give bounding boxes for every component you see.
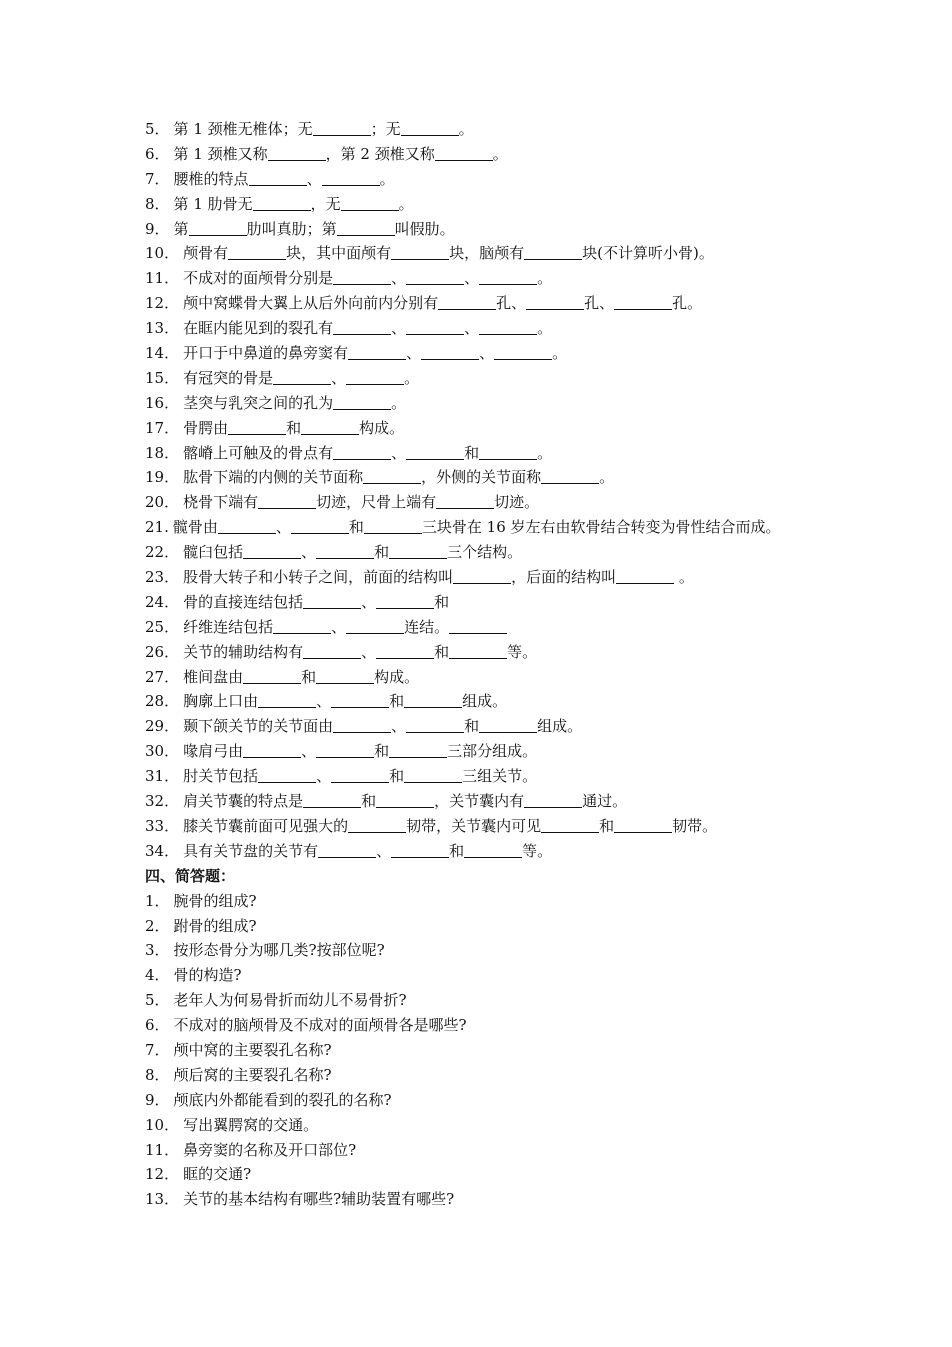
short-answer-question: 3． 按形态骨分为哪几类?按部位呢? [145,941,385,960]
fill-question: 19． 肱骨下端的内侧的关节面称 ，外侧的关节面称 。 [145,468,615,487]
answer-blank[interactable] [189,220,247,236]
fill-question: 6． 第 1 颈椎又称 ，第 2 颈椎又称 。 [145,144,508,163]
fill-question: 31． 肘关节包括 、 和 三组关节。 [145,767,538,786]
fill-question: 21. 髋骨由 、 和 三块骨在 16 岁左右由软骨结合转变为骨性结合而成。 [145,518,781,537]
answer-blank[interactable] [258,767,316,783]
fill-question: 9． 第 肋叫真肋；第 叫假肋。 [145,219,455,238]
fill-question: 24． 骨的直接连结包括 、 和 [145,592,450,611]
short-answer-question: 7． 颅中窝的主要裂孔名称? [145,1040,332,1059]
short-answer-question: 12． 眶的交通? [145,1165,252,1184]
answer-blank[interactable] [333,394,391,410]
answer-blank[interactable] [494,344,552,360]
answer-blank[interactable] [258,692,316,708]
answer-blank[interactable] [218,518,276,534]
answer-blank[interactable] [249,170,307,186]
short-answer-question: 2． 跗骨的组成? [145,916,257,935]
fill-question: 15． 有冠突的骨是 、 。 [145,368,420,387]
answer-blank[interactable] [348,817,406,833]
fill-question: 29． 颞下颌关节的关节面由 、 和 组成。 [145,717,583,736]
answer-blank[interactable] [541,817,599,833]
answer-blank[interactable] [301,419,359,435]
answer-blank[interactable] [363,468,421,484]
fill-question: 14． 开口于中鼻道的鼻旁窦有 、 、 。 [145,344,568,363]
answer-blank[interactable] [406,319,464,335]
answer-blank[interactable] [316,742,374,758]
short-answer-question: 6． 不成对的脑颅骨及不成对的面颅骨各是哪些? [145,1016,467,1035]
answer-blank[interactable] [479,319,537,335]
answer-blank[interactable] [526,294,584,310]
answer-blank[interactable] [616,568,674,584]
fill-question: 25． 纤维连结包括 、 连结。 [145,615,905,640]
answer-blank[interactable] [479,269,537,285]
fill-question: 17． 骨腭由 和 构成。 [145,418,405,437]
answer-blank[interactable] [421,344,479,360]
fill-question: 22． 髋臼包括 、 和 三个结构。 [145,543,523,562]
answer-blank[interactable] [291,518,349,534]
answer-blank[interactable] [341,195,399,211]
answer-blank[interactable] [268,145,326,161]
answer-blank[interactable] [404,692,462,708]
answer-blank[interactable] [524,244,582,260]
question-list [145,117,905,1212]
answer-blank[interactable] [258,493,316,509]
answer-blank[interactable] [464,842,522,858]
answer-blank[interactable] [243,543,301,559]
answer-blank[interactable] [406,269,464,285]
fill-question: 27． 椎间盘由 和 构成。 [145,667,420,686]
answer-blank[interactable] [389,742,447,758]
fill-question: 10． 颅骨有 块，其中面颅有 块，脑颅有 块(不计算听小骨)。 [145,244,714,263]
short-answer-question: 13． 关节的基本结构有哪些?辅助装置有哪些? [145,1190,455,1209]
fill-question: 28． 胸廓上口由 、 和 组成。 [145,692,508,711]
answer-blank[interactable] [436,493,494,509]
answer-blank[interactable] [389,543,447,559]
short-answer-question: 10． 写出翼腭窝的交通。 [145,1115,319,1134]
fill-question: 13． 在眶内能见到的裂孔有 、 、 。 [145,319,553,338]
answer-blank[interactable] [322,170,380,186]
answer-blank[interactable] [435,145,493,161]
fill-question: 20． 桡骨下端有 切迹，尺骨上端有 切迹。 [145,493,540,512]
answer-blank[interactable] [541,468,599,484]
answer-blank[interactable] [228,244,286,260]
fill-question: 7． 腰椎的特点 、 。 [145,169,395,188]
answer-blank[interactable] [303,792,361,808]
answer-blank[interactable] [479,717,537,733]
answer-blank[interactable] [449,618,507,634]
fill-question: 11． 不成对的面颅骨分别是 、 、 。 [145,269,553,288]
short-answer-question: 4． 骨的构造? [145,966,242,985]
fill-question: 32． 肩关节囊的特点是 和 ，关节囊内有 通过。 [145,792,628,811]
fill-question: 16． 茎突与乳突之间的孔为 。 [145,393,407,412]
fill-question: 33． 膝关节囊前面可见强大的 韧带，关节囊内可见 和 韧带。 [145,816,718,835]
answer-blank[interactable] [333,717,391,733]
answer-blank[interactable] [453,568,511,584]
answer-blank[interactable] [348,344,406,360]
answer-blank[interactable] [313,120,371,136]
short-answer-question: 9． 颅底内外都能看到的裂孔的名称? [145,1090,392,1109]
fill-question: 18． 髂嵴上可触及的骨点有 、 和 。 [145,443,553,462]
answer-blank[interactable] [449,643,507,659]
answer-blank[interactable] [243,742,301,758]
answer-blank[interactable] [316,668,374,684]
fill-question: 8． 第 1 肋骨无 ，无 。 [145,194,414,213]
answer-blank[interactable] [331,692,389,708]
short-answer-question: 8． 颅后窝的主要裂孔名称? [145,1065,332,1084]
answer-blank[interactable] [524,792,582,808]
section-heading: 四、简答题： [145,866,236,885]
answer-blank[interactable] [228,419,286,435]
answer-blank[interactable] [404,767,462,783]
fill-question: 34． 具有关节盘的关节有 、 和 等。 [145,841,553,860]
fill-question: 26． 关节的辅助结构有 、 和 等。 [145,642,538,661]
fill-question: 12． 颅中窝蝶骨大翼上从后外向前内分别有 孔、 孔、 孔。 [145,294,703,313]
answer-blank[interactable] [316,543,374,559]
answer-blank[interactable] [253,195,311,211]
fill-question: 5． 第 1 颈椎无椎体；无 ；无 。 [145,120,474,138]
answer-blank[interactable] [401,120,459,136]
answer-blank[interactable] [376,593,434,609]
answer-blank[interactable] [337,220,395,236]
answer-blank[interactable] [406,717,464,733]
short-answer-question: 11． 鼻旁窦的名称及开口部位? [145,1140,357,1159]
answer-blank[interactable] [346,369,404,385]
answer-blank[interactable] [303,593,361,609]
answer-blank[interactable] [364,518,422,534]
answer-blank[interactable] [331,767,389,783]
answer-blank[interactable] [614,817,672,833]
answer-blank[interactable] [318,842,376,858]
answer-blank[interactable] [376,643,434,659]
answer-blank[interactable] [376,792,434,808]
answer-blank[interactable] [303,643,361,659]
answer-blank[interactable] [333,269,391,285]
answer-blank[interactable] [391,842,449,858]
fill-question: 23． 股骨大转子和小转子之间，前面的结构叫 ，后面的结构叫 。 [145,568,694,587]
answer-blank[interactable] [406,444,464,460]
answer-blank[interactable] [346,618,404,634]
answer-blank[interactable] [614,294,672,310]
answer-blank[interactable] [273,618,331,634]
answer-blank[interactable] [243,668,301,684]
short-answer-question: 1． 腕骨的组成? [145,891,257,910]
fill-question: 30． 喙肩弓由 、 和 三部分组成。 [145,742,538,761]
answer-blank[interactable] [273,369,331,385]
answer-blank[interactable] [479,444,537,460]
answer-blank[interactable] [333,319,391,335]
answer-blank[interactable] [438,294,496,310]
short-answer-question: 5． 老年人为何易骨折而幼儿不易骨折? [145,991,407,1010]
answer-blank[interactable] [333,444,391,460]
answer-blank[interactable] [391,244,449,260]
